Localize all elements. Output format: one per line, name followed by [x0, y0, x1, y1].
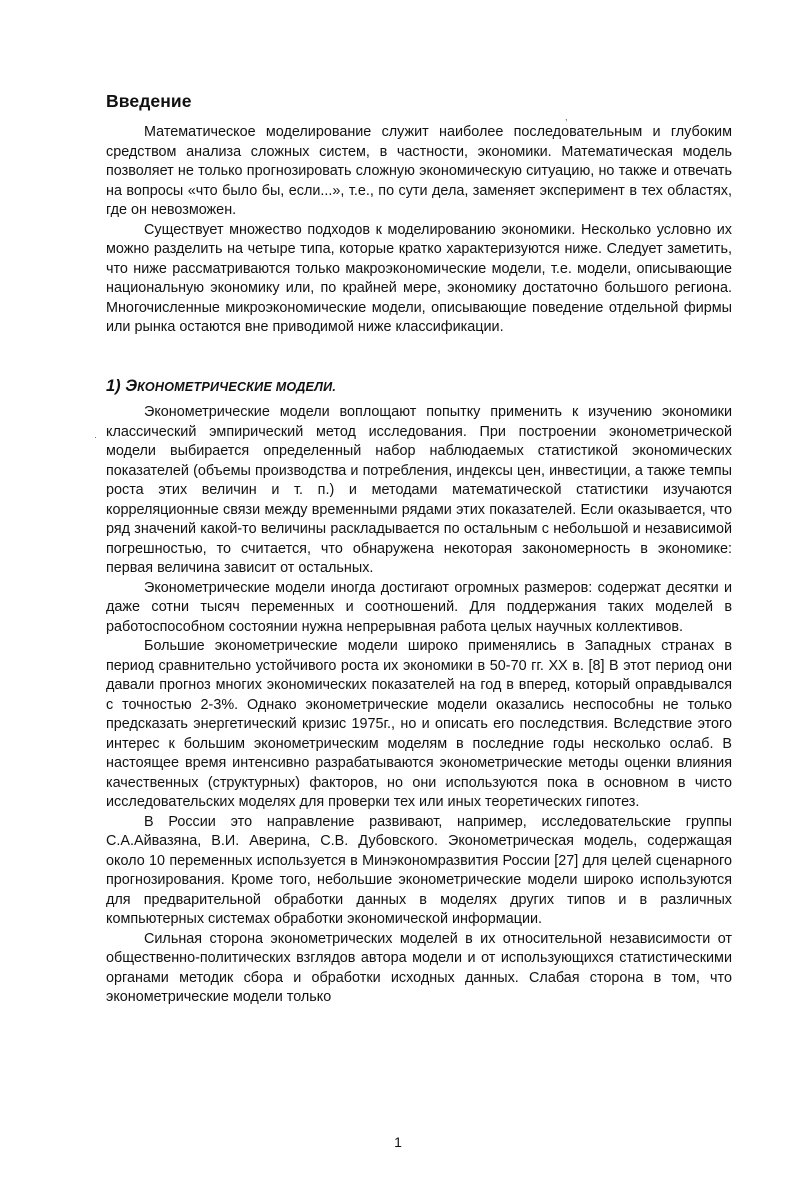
section-title-initial: Э: [125, 377, 138, 395]
scan-artifact-dot: ·: [94, 432, 97, 442]
section-title-rest: КОНОМЕТРИЧЕСКИЕ МОДЕЛИ.: [137, 380, 337, 394]
page-number: 1: [394, 1134, 402, 1150]
econometric-paragraph-1: Эконометрические модели воплощают попытку применить к изучению экономики классический эмпирический метод исследования. При построении эконометрической модели выбирается определенный набор наблюдаемых статистикой экономических показателей (объемы производства и потребления, индексы цен, инвестиции, а также темпы роста этих величин и т. п.) и методами математической статистики изучаются корреляционные связи между временными рядами этих показателей. Если оказывается, что ряд значений какой-то величины раскладывается по остальным с небольшой и независимой погрешностью, то считается, что обнаружена некоторая закономерность в экономике: первая величина зависит от остальных.: [106, 404, 732, 576]
intro-heading: Введение: [106, 91, 192, 111]
econometric-paragraph-5: Сильная сторона эконометрических моделей в их относительной независимости от общественно-политических взглядов автора модели и от использующихся статистическими органами методик сбора и обработки исходных данных. Слабая сторона в том, что эконометрические модели только: [106, 930, 732, 1005]
econometric-paragraph-2: Эконометрические модели иногда достигают огромных размеров: содержат десятки и даже сотни тысяч переменных и соотношений. Для поддержания таких моделей в работоспособном состоянии нужна непрерывная работа целых научных коллективов.: [106, 579, 732, 635]
econometric-section-text: [106, 403, 732, 1008]
intro-paragraph-2: Существует множество подходов к моделированию экономики. Несколько условно их можно разделить на четыре типа, которые кратко характеризуются ниже. Следует заметить, что ниже рассматриваются только макроэкономические модели, т.е. модели, описывающие национальную экономику или, по крайней мере, экономику достаточно большого региона. Многочисленные микроэкономические модели, описывающие поведение отдельной фирмы или рынка остаются вне приводимой ниже классификации.: [106, 221, 732, 335]
intro-text: [106, 123, 732, 338]
scan-artifact-mark: ,: [565, 112, 568, 122]
econometric-paragraph-4: В России это направление развивают, например, исследовательские группы С.А.Айвазяна, В.И. Аверина, С.В. Дубовского. Эконометрическая модель, содержащая около 10 переменных используется в Минэкономразвития России [27] для целей сценарного прогнозирования. Кроме того, небольшие эконометрические модели широко используются для предварительной обработки данных в моделях других типов и в различных компьютерных системах обработки экономической информации.: [106, 813, 732, 927]
intro-paragraph-1: Математическое моделирование служит наиболее последовательным и глубоким средством анализа сложных систем, в частности, экономики. Математическая модель позволяет не только прогнозировать сложную экономическую ситуацию, но также и отвечать на вопросы «что было бы, если...», т.е., по сути дела, заменяет эксперимент в тех областях, где он невозможен.: [106, 124, 732, 218]
section-heading-econometric-models: [106, 377, 336, 396]
econometric-paragraph-3: Большие эконометрические модели широко применялись в Западных странах в период сравнительно устойчивого роста их экономики в 50-70 гг. XX в. [8] В этот период они давали прогноз многих экономических показателей на год в вперед, который оправдывался с точностью 2-3%. Однако эконометрические модели оказались неспособны не только предсказать энергетический кризис 1975г., но и описать его последствия. Вследствие этого интерес к большим эконометрическим моделям в последние годы несколько ослаб. В настоящее время интенсивно разрабатываются эконометрические методы оценки влияния качественных (структурных) факторов, но они используются пока в основном в чисто исследовательских моделях для проверки тех или иных теоретических гипотез.: [106, 638, 732, 810]
section-number: 1): [106, 377, 121, 395]
